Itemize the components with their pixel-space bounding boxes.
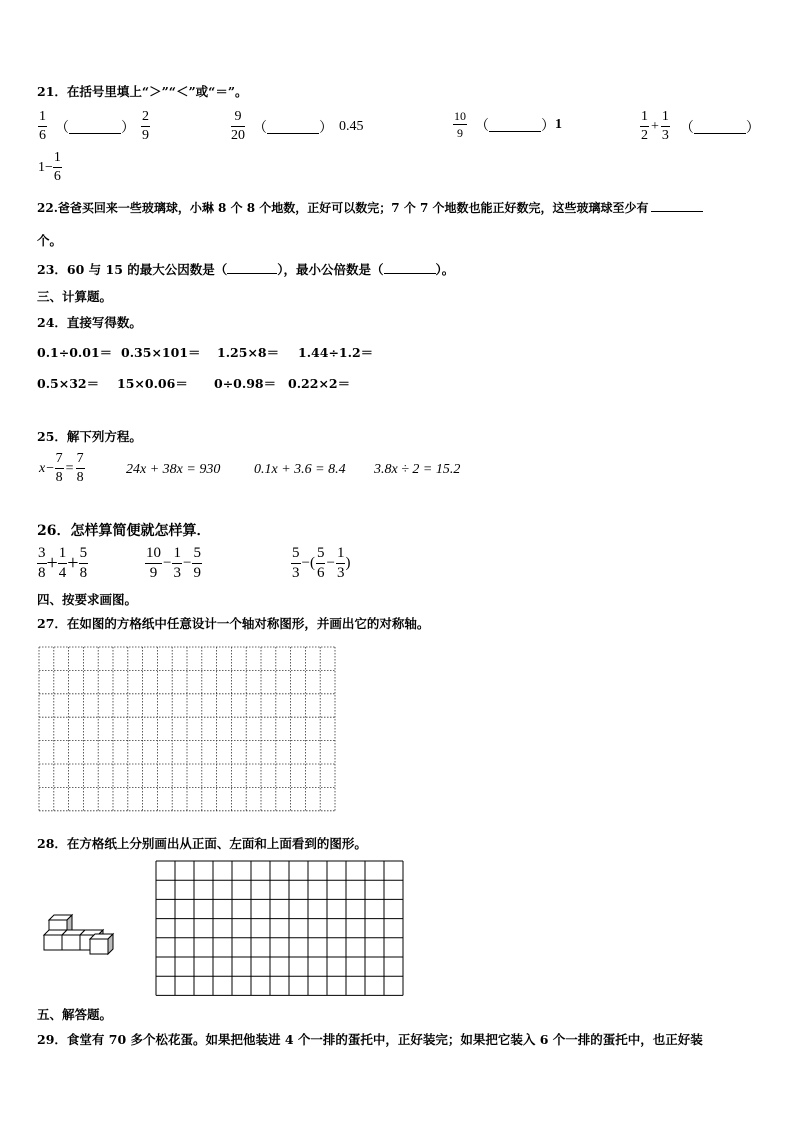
cube-stack-figure	[40, 912, 120, 957]
q26-title: 26．怎样算简便就怎样算．	[37, 523, 211, 539]
q26-expr-1: $\frac{3}{8}$ + $\frac{1}{4}$ + $\frac{5}{8}$	[38, 545, 88, 581]
q29-text: 29．食堂有 70 多个松花蛋。如果把他装进 4 个一排的蛋托中，正好装完；如果把它装入 6 个一排的蛋托中，也正好装	[37, 1032, 703, 1047]
q22-answer-blank[interactable]	[651, 199, 703, 212]
q25-eq-3: 0.1x + 3.6 = 8.4	[254, 462, 346, 477]
q25-eq-1: x− $\frac{7}{8}$ = $\frac{7}{8}$	[39, 451, 84, 485]
section-3-heading: 三、计算题。	[37, 289, 113, 304]
q22-line-2: 个。	[37, 233, 63, 248]
q23-lcm-blank[interactable]	[384, 261, 436, 274]
q28-grid-paper[interactable]	[155, 860, 405, 998]
q24-r2-c2: 15×0.06＝	[117, 376, 188, 391]
q21-answer-blank-2[interactable]	[267, 119, 319, 134]
q24-r2-c4: 0.22×2＝	[288, 376, 351, 391]
q24-r1-c2: 0.35×101＝	[121, 345, 201, 360]
q27-dotted-grid-paper[interactable]	[38, 646, 338, 813]
q23-gcd-blank[interactable]	[227, 261, 277, 274]
q22-line-1: 22.爸爸买回来一些玻璃球，小琳 8 个 8 个地数，正好可以数完；7 个 7 个地数也能正好数完，这些玻璃球至少有	[37, 199, 703, 216]
q24-r1-c4: 1.44÷1.2＝	[298, 345, 374, 360]
q21-answer-blank-4[interactable]	[694, 119, 746, 134]
q21-title: 21．在括号里填上“＞”“＜”或“＝”。	[37, 84, 248, 99]
q24-r2-c1: 0.5×32＝	[37, 376, 100, 391]
q23-text: 23．60 与 15 的最大公因数是（ ），最小公倍数是（ ）。	[37, 262, 455, 277]
section-4-heading: 四、按要求画图。	[37, 592, 138, 607]
q21-answer-blank-1[interactable]	[69, 119, 121, 134]
q21-item-3: $\frac{10}{9}$ （ ） 1	[454, 109, 562, 140]
q26-expr-3: $\frac{5}{3}$ −( $\frac{5}{6}$ − $\frac{1}{3}$ )	[292, 545, 351, 581]
q21-answer-blank-3[interactable]	[489, 117, 541, 132]
q24-r1-c3: 1.25×8＝	[217, 345, 280, 360]
section-5-heading: 五、解答题。	[37, 1007, 113, 1022]
q21-item-2: $\frac{9}{20}$ （ ） 0.45	[231, 109, 364, 143]
q25-title: 25．解下列方程。	[37, 429, 142, 444]
q25-eq-2: 24x + 38x = 930	[126, 462, 221, 477]
q24-title: 24．直接写得数。	[37, 315, 142, 330]
q25-eq-4: 3.8x ÷ 2 = 15.2	[374, 462, 461, 477]
q21-item-1: $\frac{1}{6}$ （ ） $\frac{2}{9}$	[39, 109, 149, 143]
q26-expr-2: $\frac{10}{9}$ − $\frac{1}{3}$ − $\frac{5}{9}$	[146, 545, 201, 581]
q24-r2-c3: 0÷0.98＝	[214, 376, 277, 391]
q21-item-4: $\frac{1}{2}$ + $\frac{1}{3}$ （ ）	[641, 109, 760, 143]
q28-title: 28．在方格纸上分别画出从正面、左面和上面看到的图形。	[37, 836, 367, 851]
q27-title: 27．在如图的方格纸中任意设计一个轴对称图形，并画出它的对称轴。	[37, 616, 430, 631]
q21-item-5: 1− $\frac{1}{6}$	[38, 150, 61, 184]
q24-r1-c1: 0.1÷0.01＝	[37, 345, 113, 360]
